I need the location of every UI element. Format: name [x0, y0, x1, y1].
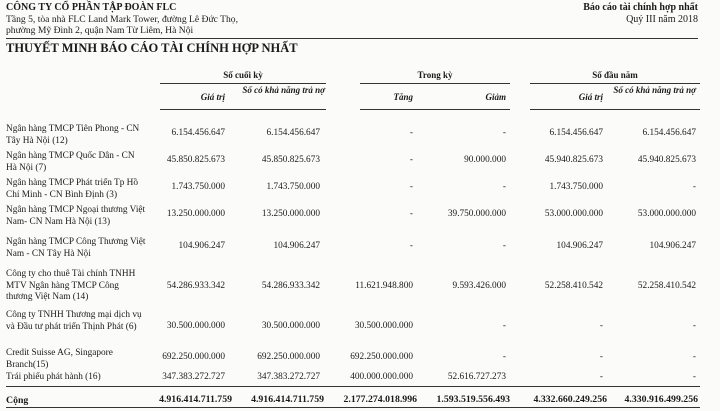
total-value: 2.177.274.018.996 — [343, 394, 417, 405]
total-value: 4.330.916.499.256 — [624, 394, 698, 405]
row-value: - — [692, 372, 696, 382]
row-value: 45.850.825.673 — [166, 155, 225, 165]
row-value: 104.906.247 — [178, 241, 225, 251]
row-value: - — [409, 241, 413, 251]
row-value: 6.154.456.647 — [171, 128, 225, 138]
row-value: - — [409, 209, 413, 219]
row-value: 1.743.750.000 — [171, 182, 225, 192]
row-value: - — [599, 352, 603, 362]
row-value: 30.500.000.000 — [261, 321, 320, 331]
row-value: 39.750.000.000 — [447, 209, 506, 219]
row-label: Ngân hàng TMCP Phát triển Tp Hồ Chí Minh - CN Bình Định (3) — [6, 178, 139, 200]
row-value: - — [502, 128, 506, 138]
row-value: - — [409, 182, 413, 192]
row-value: - — [692, 182, 696, 192]
company-address-line1: Tầng 5, tòa nhà FLC Land Mark Tower, đường Lê Đức Thọ, — [6, 14, 239, 25]
report-name: Báo cáo tài chính hợp nhất — [583, 2, 698, 13]
row-label: Trái phiếu phát hành (16) — [6, 372, 101, 382]
subhead-repayable-begin: Số có khả năng trả nợ — [613, 85, 696, 95]
row-value: - — [692, 352, 696, 362]
row-value: 52.258.410.542 — [637, 281, 696, 291]
subhead-increase: Tăng — [393, 92, 413, 102]
row-value: 400.000.000.000 — [350, 372, 413, 382]
row-value: 52.616.727.273 — [447, 372, 506, 382]
row-value: 104.906.247 — [556, 241, 603, 251]
row-value: 347.383.272.727 — [257, 372, 320, 382]
row-value: 104.906.247 — [649, 241, 696, 251]
header-divider — [6, 38, 698, 39]
row-value: 9.593.426.000 — [452, 281, 506, 291]
row-value: 347.383.272.727 — [162, 372, 225, 382]
row-value: - — [409, 155, 413, 165]
report-period: Quý III năm 2018 — [626, 14, 698, 25]
row-label: Ngân hàng TMCP Quốc Dân - CN Hà Nội (7) — [6, 151, 135, 173]
row-value: 52.258.410.542 — [544, 281, 603, 291]
row-label: Ngân hàng TMCP Công Thương Việt Nam - CN Tây Hà Nội — [6, 237, 146, 259]
subhead-value-begin: Giá trị — [578, 92, 603, 102]
row-value: 53.000.000.000 — [637, 209, 696, 219]
row-value: 13.250.000.000 — [261, 209, 320, 219]
row-value: - — [599, 321, 603, 331]
row-label: Ngân hàng TMCP Ngoại thương Việt Nam- CN Nam Hà Nội (13) — [6, 205, 146, 227]
group-header-begin-year: Số đầu năm — [592, 70, 638, 80]
row-value: 54.286.933.342 — [166, 281, 225, 291]
row-value: 6.154.456.647 — [549, 128, 603, 138]
total-value: 4.916.414.711.759 — [159, 394, 232, 405]
subhead-repayable-end: Số có khả năng trả nợ — [242, 85, 325, 95]
subhead-value-end: Giá trị — [200, 92, 225, 102]
row-value: 1.743.750.000 — [266, 182, 320, 192]
total-value: 1.593.519.556.493 — [436, 394, 510, 405]
row-value: 45.940.825.673 — [544, 155, 603, 165]
group-header-in-period: Trong kỳ — [417, 70, 453, 80]
row-value: 90.000.000 — [464, 155, 506, 165]
row-label: Ngân hàng TMCP Tiên Phong - CN Tây Hà Nội (12) — [6, 124, 140, 146]
row-value: 1.743.750.000 — [549, 182, 603, 192]
row-value: 30.500.000.000 — [354, 321, 413, 331]
row-value: 45.940.825.673 — [637, 155, 696, 165]
row-value: - — [599, 372, 603, 382]
row-value: 692.250.000.000 — [350, 352, 413, 362]
subhead-decrease: Giảm — [485, 92, 506, 102]
total-divider — [6, 386, 700, 387]
row-value: 53.000.000.000 — [544, 209, 603, 219]
row-label: Credit Suisse AG, Singapore Branch(15) — [6, 348, 113, 370]
row-value: 13.250.000.000 — [166, 209, 225, 219]
total-label: Cộng — [6, 395, 29, 406]
row-value: - — [409, 128, 413, 138]
row-value: 692.250.000.000 — [257, 352, 320, 362]
row-value: 45.850.825.673 — [261, 155, 320, 165]
row-value: 54.286.933.342 — [261, 281, 320, 291]
company-name: CÔNG TY CỔ PHẦN TẬP ĐOÀN FLC — [6, 2, 177, 13]
total-value: 4.916.414.711.759 — [251, 394, 324, 405]
row-value: - — [502, 182, 506, 192]
page-title: THUYẾT MINH BÁO CÁO TÀI CHÍNH HỢP NHẤT — [6, 41, 298, 55]
row-value: - — [502, 321, 506, 331]
row-value: - — [502, 241, 506, 251]
row-value: 30.500.000.000 — [166, 321, 225, 331]
row-value: 6.154.456.647 — [642, 128, 696, 138]
row-value: - — [692, 321, 696, 331]
row-value: 6.154.456.647 — [266, 128, 320, 138]
row-value: 104.906.247 — [273, 241, 320, 251]
group-header-end-period: Số cuối kỳ — [223, 70, 263, 80]
total-value: 4.332.660.249.256 — [533, 394, 607, 405]
row-value: - — [502, 352, 506, 362]
company-address-line2: phường Mỹ Đình 2, quận Nam Từ Liêm, Hà Nội — [6, 25, 194, 36]
row-value: 11.621.948.800 — [355, 281, 413, 291]
row-label: Công ty cho thuê Tài chính TNHH MTV Ngân hàng TMCP Công thương Việt Nam (14) — [6, 269, 136, 302]
row-label: Công ty TNHH Thương mại dịch vụ và Đầu tư phát triển Thịnh Phát (6) — [6, 310, 142, 332]
row-value: 692.250.000.000 — [162, 352, 225, 362]
